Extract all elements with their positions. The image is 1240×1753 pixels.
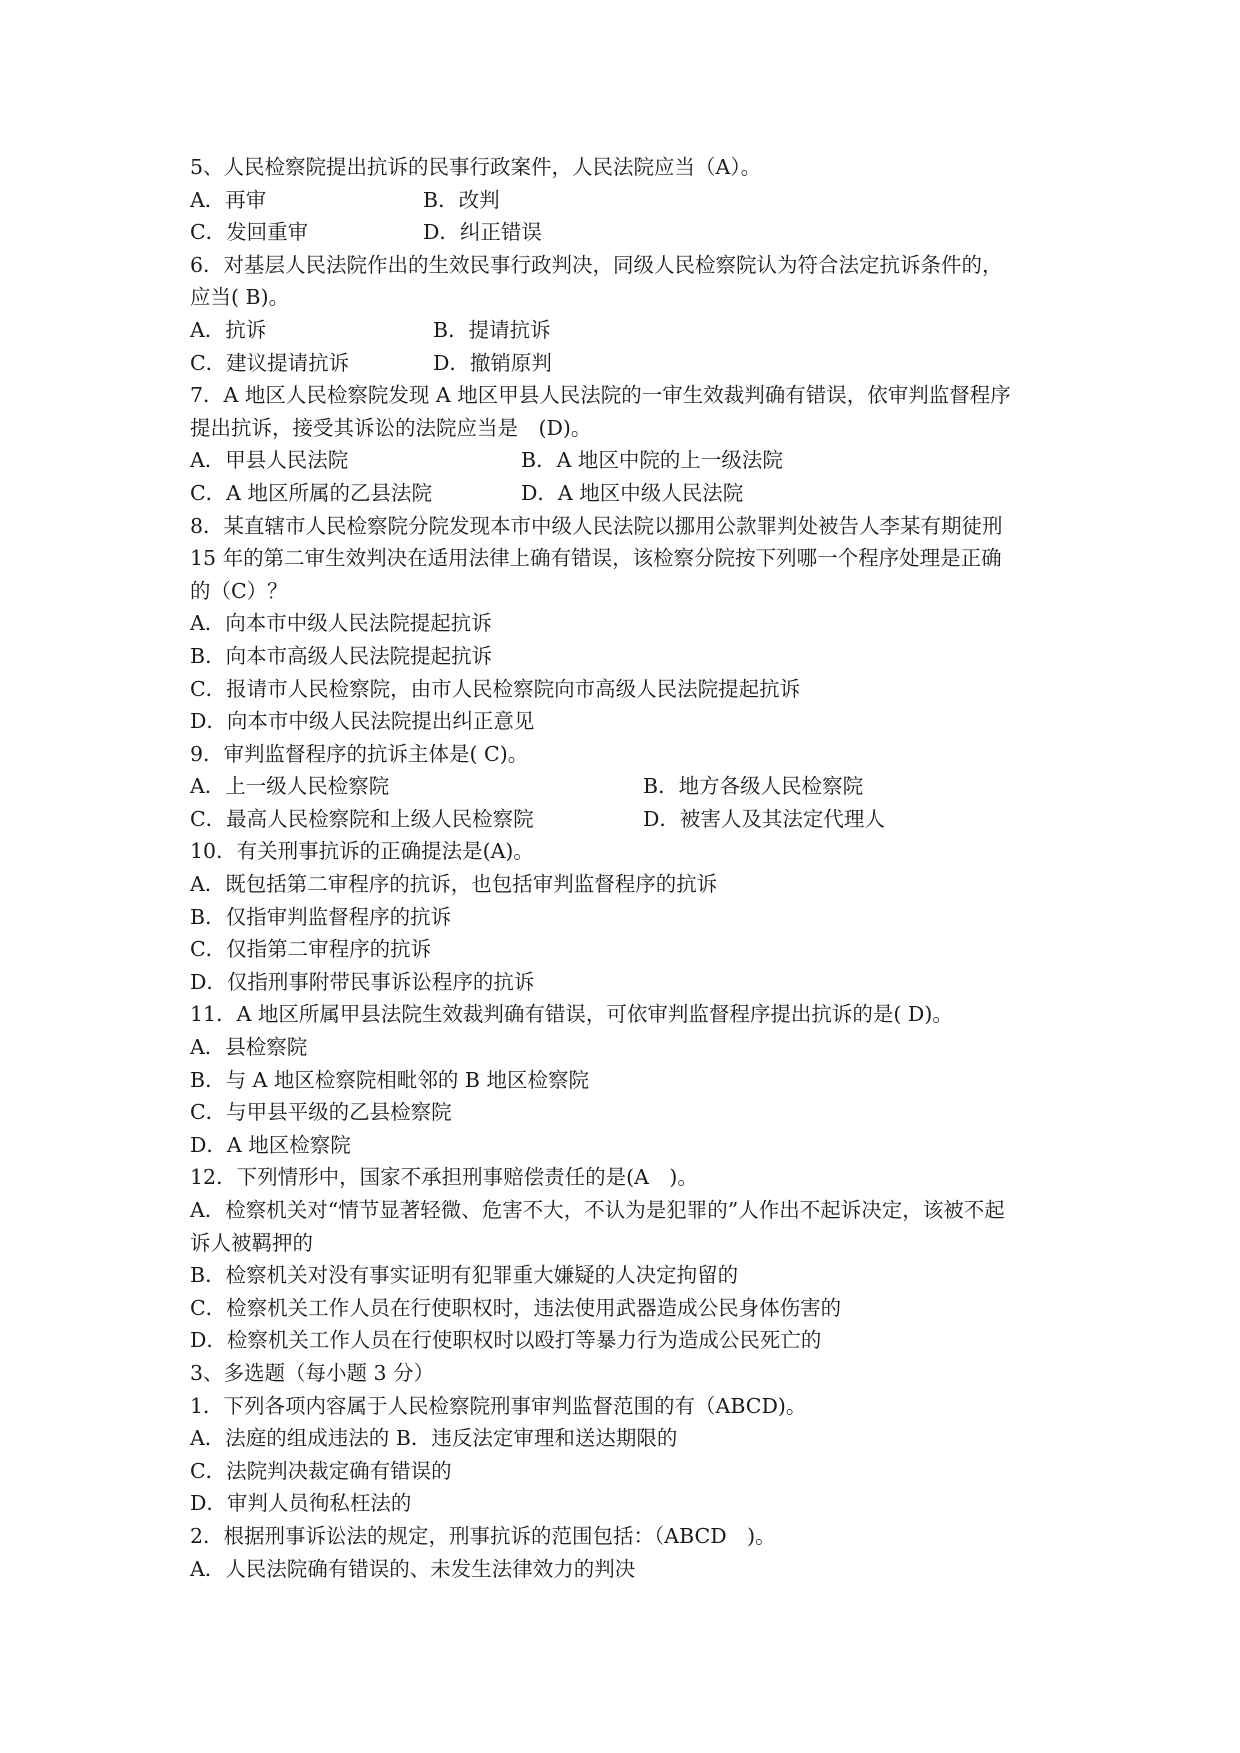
- question-12: 12．下列情形中，国家不承担刑事赔偿责任的是(A )。: [190, 1165, 698, 1190]
- question-9: 9．审判监督程序的抗诉主体是( C)。: [190, 741, 529, 766]
- question-5: 5、人民检察院提出抗诉的民事行政案件，人民法院应当（A）。: [190, 155, 762, 179]
- q11-option-b: B．与 A 地区检察院相毗邻的 B 地区检察院: [190, 1067, 589, 1092]
- question-8-line-1: 8．某直辖市人民检察院分院发现本市中级人民法院以挪用公款罪判处被告人李某有期徒刑: [190, 513, 1003, 538]
- mc-q1-option-c: C．法院判决裁定确有错误的: [190, 1458, 452, 1483]
- q7-option-b: B．A 地区中院的上一级法院: [521, 448, 783, 473]
- q6-option-d: D．撤销原判: [433, 350, 552, 375]
- q10-option-b: B．仅指审判监督程序的抗诉: [190, 904, 452, 929]
- q5-option-b: B．改判: [423, 187, 500, 212]
- q11-option-a: A．县检察院: [190, 1035, 308, 1060]
- q6-option-c: C．建议提请抗诉: [190, 350, 350, 375]
- question-11: 11．A 地区所属甲县法院生效裁判确有错误，可依审判监督程序提出抗诉的是( D)。: [190, 1002, 953, 1027]
- q9-options-row-1: [190, 770, 1070, 803]
- mc-question-2: 2．根据刑事诉讼法的规定，刑事抗诉的范围包括：（ABCD )。: [190, 1523, 776, 1548]
- q5-option-d: D．纠正错误: [423, 220, 542, 245]
- mc-q1-option-d: D．审判人员徇私枉法的: [190, 1491, 412, 1516]
- q5-option-a: A．再审: [190, 187, 267, 212]
- q9-options-row-2: [190, 803, 1070, 836]
- q12-option-d: D．检察机关工作人员在行使职权时以殴打等暴力行为造成公民死亡的: [190, 1328, 822, 1353]
- mc-q2-option-a: A．人民法院确有错误的、未发生法律效力的判决: [190, 1556, 636, 1581]
- q7-options-row-2: [190, 477, 1070, 510]
- q10-option-d: D．仅指刑事附带民事诉讼程序的抗诉: [190, 969, 535, 994]
- q10-option-c: C．仅指第二审程序的抗诉: [190, 937, 432, 962]
- document-page: [190, 151, 1070, 1585]
- question-6-line-1: 6．对基层人民法院作出的生效民事行政判决，同级人民检察院认为符合法定抗诉条件的，: [190, 252, 1003, 277]
- mc-question-1: 1．下列各项内容属于人民检察院刑事审判监督范围的有（ABCD)。: [190, 1393, 807, 1418]
- question-7-line-1: 7．A 地区人民检察院发现 A 地区甲县人民法院的一审生效裁判确有错误，依审判监督程序: [190, 383, 1011, 408]
- q7-option-c: C．A 地区所属的乙县法院: [190, 480, 433, 505]
- q7-options-row-1: [190, 444, 1070, 477]
- q11-option-d: D．A 地区检察院: [190, 1132, 351, 1157]
- q6-options-row-1: [190, 314, 1070, 347]
- q12-option-c: C．检察机关工作人员在行使职权时，违法使用武器造成公民身体伤害的: [190, 1295, 842, 1320]
- question-6-line-2: 应当( B)。: [190, 285, 290, 310]
- q6-option-b: B．提请抗诉: [433, 317, 551, 342]
- question-7-line-2: 提出抗诉，接受其诉讼的法院应当是 (D)。: [190, 415, 592, 440]
- q9-option-d: D．被害人及其法定代理人: [643, 806, 885, 831]
- q10-option-a: A．既包括第二审程序的抗诉，也包括审判监督程序的抗诉: [190, 872, 718, 897]
- mc-q1-option-a-b: A．法庭的组成违法的 B．违反法定审理和送达期限的: [190, 1426, 678, 1451]
- q8-option-a: A．向本市中级人民法院提起抗诉: [190, 611, 492, 636]
- q12-option-a-line-1: A．检察机关对“情节显著轻微、危害不大，不认为是犯罪的”人作出不起诉决定，该被不起: [190, 1198, 1005, 1222]
- question-8-line-3: 的（C）？: [190, 578, 288, 603]
- q9-option-c: C．最高人民检察院和上级人民检察院: [190, 806, 534, 831]
- q7-option-d: D．A 地区中级人民法院: [521, 480, 744, 505]
- q8-option-c: C．报请市人民检察院，由市人民检察院向市高级人民法院提起抗诉: [190, 676, 801, 701]
- q6-options-row-2: [190, 347, 1070, 380]
- q11-option-c: C．与甲县平级的乙县检察院: [190, 1100, 452, 1125]
- q7-option-a: A．甲县人民法院: [190, 448, 349, 473]
- section-heading-multiple-choice: 3、多选题（每小题 3 分）: [190, 1360, 435, 1385]
- q8-option-d: D．向本市中级人民法院提出纠正意见: [190, 709, 535, 734]
- q9-option-b: B．地方各级人民检察院: [643, 774, 864, 799]
- q8-option-b: B．向本市高级人民法院提起抗诉: [190, 643, 493, 668]
- q12-option-a-line-2: 诉人被羁押的: [190, 1230, 313, 1255]
- q6-option-a: A．抗诉: [190, 317, 267, 342]
- question-10: 10．有关刑事抗诉的正确提法是(A)。: [190, 839, 534, 864]
- q12-option-b: B．检察机关对没有事实证明有犯罪重大嫌疑的人决定拘留的: [190, 1263, 739, 1288]
- q5-options-row-1: [190, 184, 1070, 217]
- q5-options-row-2: [190, 216, 1070, 249]
- q5-option-c: C．发回重审: [190, 220, 309, 245]
- q9-option-a: A．上一级人民检察院: [190, 774, 390, 799]
- question-8-line-2: 15 年的第二审生效判决在适用法律上确有错误，该检察分院按下列哪一个程序处理是正确: [190, 546, 1002, 571]
